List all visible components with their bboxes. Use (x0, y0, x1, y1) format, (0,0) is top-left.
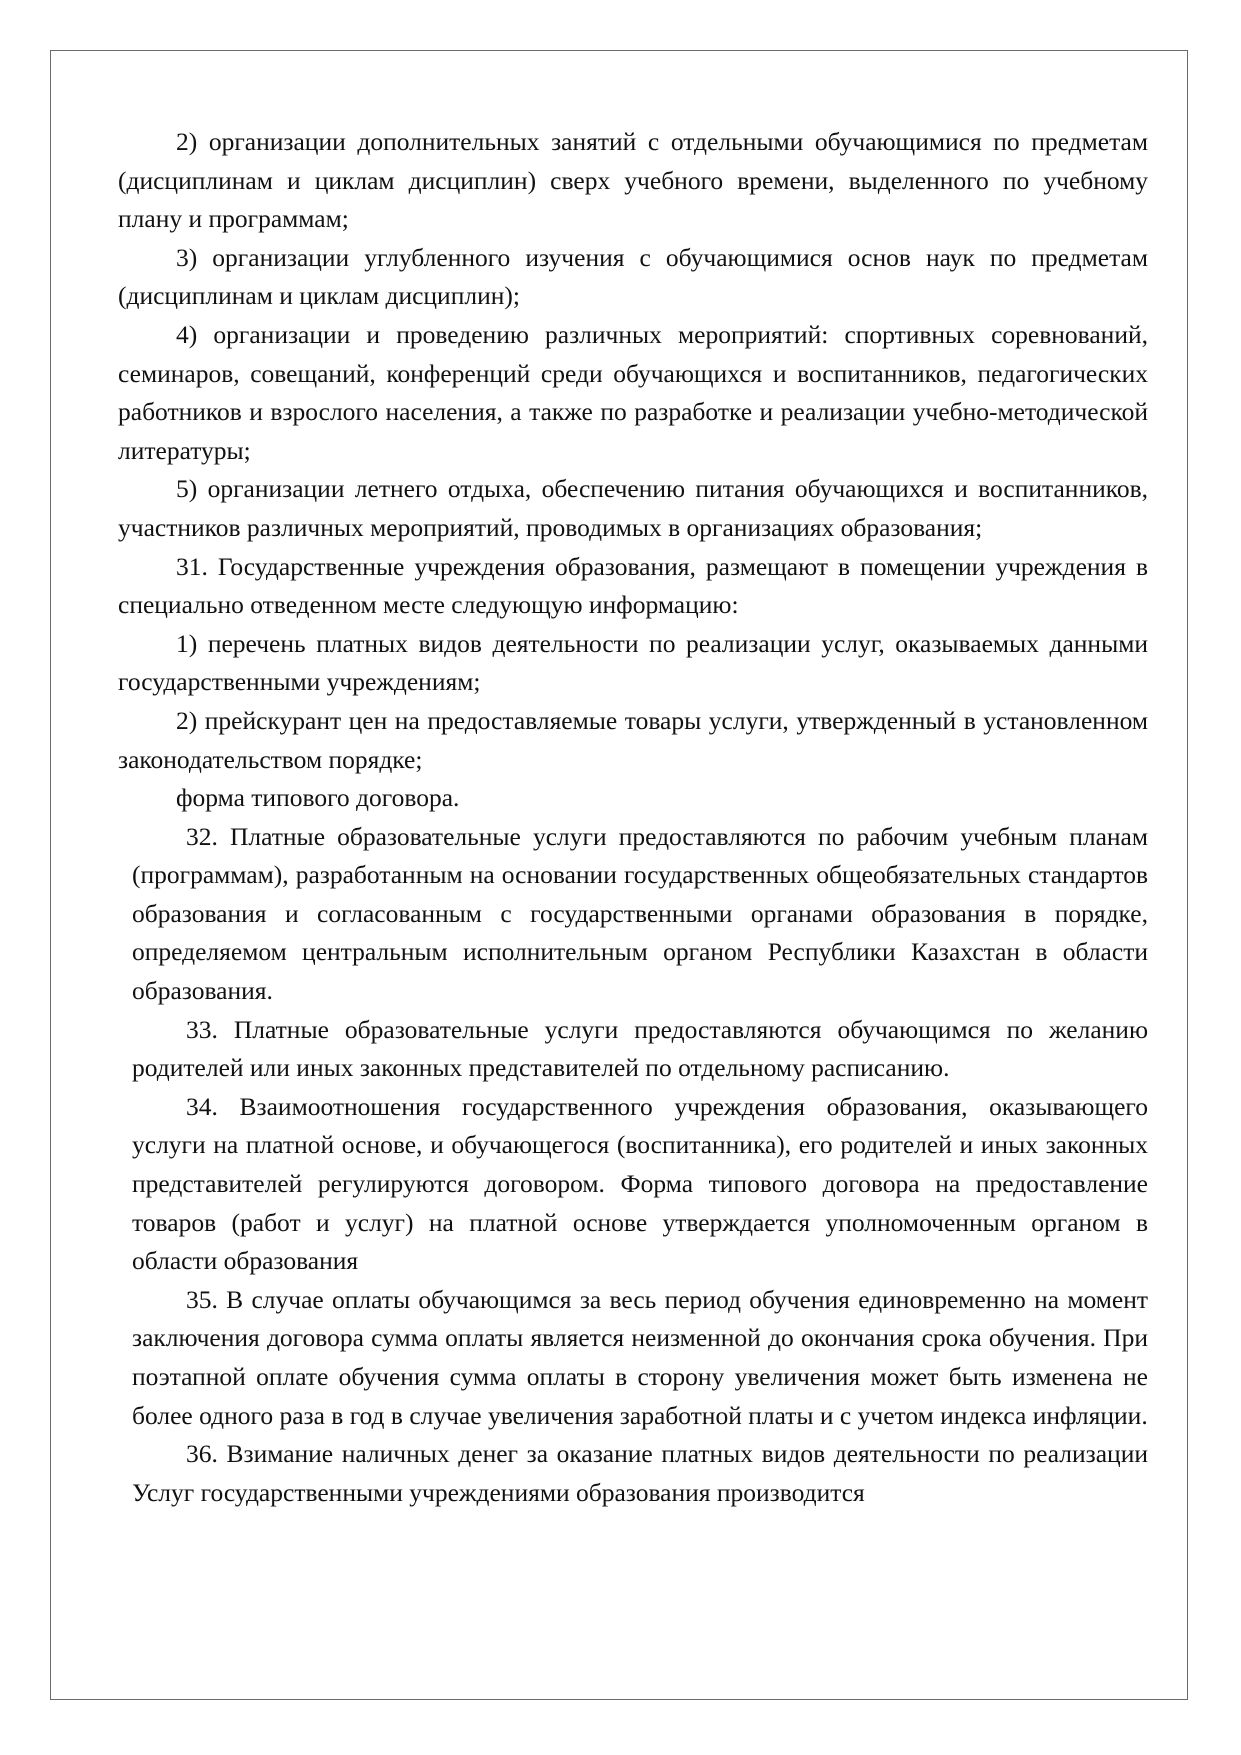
paragraph-item-4: 4) организации и проведению различных мероприятий: спортивных соревнований, семинаров, совещаний, конференций среди обучающихся и воспитанников, педагогических работников и взрослого населения, а также по разработке и реализации учебно-методической литературы; (118, 319, 1148, 465)
paragraph-34: 34. Взаимоотношения государственного учреждения образования, оказывающего услуги на платной основе, и обучающегося (воспитанника), его родителей и иных законных представителей регулируются договором. Форма типового договора на предоставление товаров (работ и услуг) на платной основе утверждается уполномоченным органом в области образования (132, 1091, 1148, 1276)
paragraph-item-2: 2) организации дополнительных занятий с отдельными обучающимися по предметам (дисциплинам и циклам дисциплин) сверх учебного времени, выделенного по учебному плану и программам; (118, 127, 1148, 234)
paragraph-31-item-3: форма типового договора. (176, 783, 460, 813)
paragraph-32: 32. Платные образовательные услуги предоставляются по рабочим учебным планам (программам), разработанным на основании государственных общеобязательных стандартов образования и согласованным с государственными органами образования в порядке, определяемом центральным исполнительным органом Республики Казахстан в области образования. (132, 821, 1148, 1006)
paragraph-item-3: 3) организации углубленного изучения с обучающимися основ наук по предметам (дисциплинам и циклам дисциплин); (118, 242, 1148, 311)
paragraph-item-5: 5) организации летнего отдыха, обеспечению питания обучающихся и воспитанников, участников различных мероприятий, проводимых в организациях образования; (118, 474, 1148, 542)
document-body (118, 123, 1148, 1512)
paragraph-33: 33. Платные образовательные услуги предоставляются обучающимся по желанию родителей или иных законных представителей по отдельному расписанию. (132, 1014, 1148, 1083)
paragraph-36: 36. Взимание наличных денег за оказание платных видов деятельности по реализации Услуг государственными учреждениями образования производится (132, 1439, 1148, 1507)
paragraph-35: 35. В случае оплаты обучающимся за весь период обучения единовременно на момент заключения договора сумма оплаты является неизменной до окончания срока обучения. При поэтапной оплате обучения сумма оплаты в сторону увеличения может быть изменена не более одного раза в год в случае увеличения заработной платы и с учетом индекса инфляции. (132, 1284, 1148, 1430)
paragraph-31: 31. Государственные учреждения образования, размещают в помещении учреждения в специально отведенном месте следующую информацию: (118, 551, 1148, 620)
paragraph-31-item-1: 1) перечень платных видов деятельности по реализации услуг, оказываемых данными государственными учреждениям; (118, 628, 1148, 697)
paragraph-31-item-2: 2) прейскурант цен на предоставляемые товары услуги, утвержденный в установленном законодательством порядке; (118, 705, 1148, 774)
